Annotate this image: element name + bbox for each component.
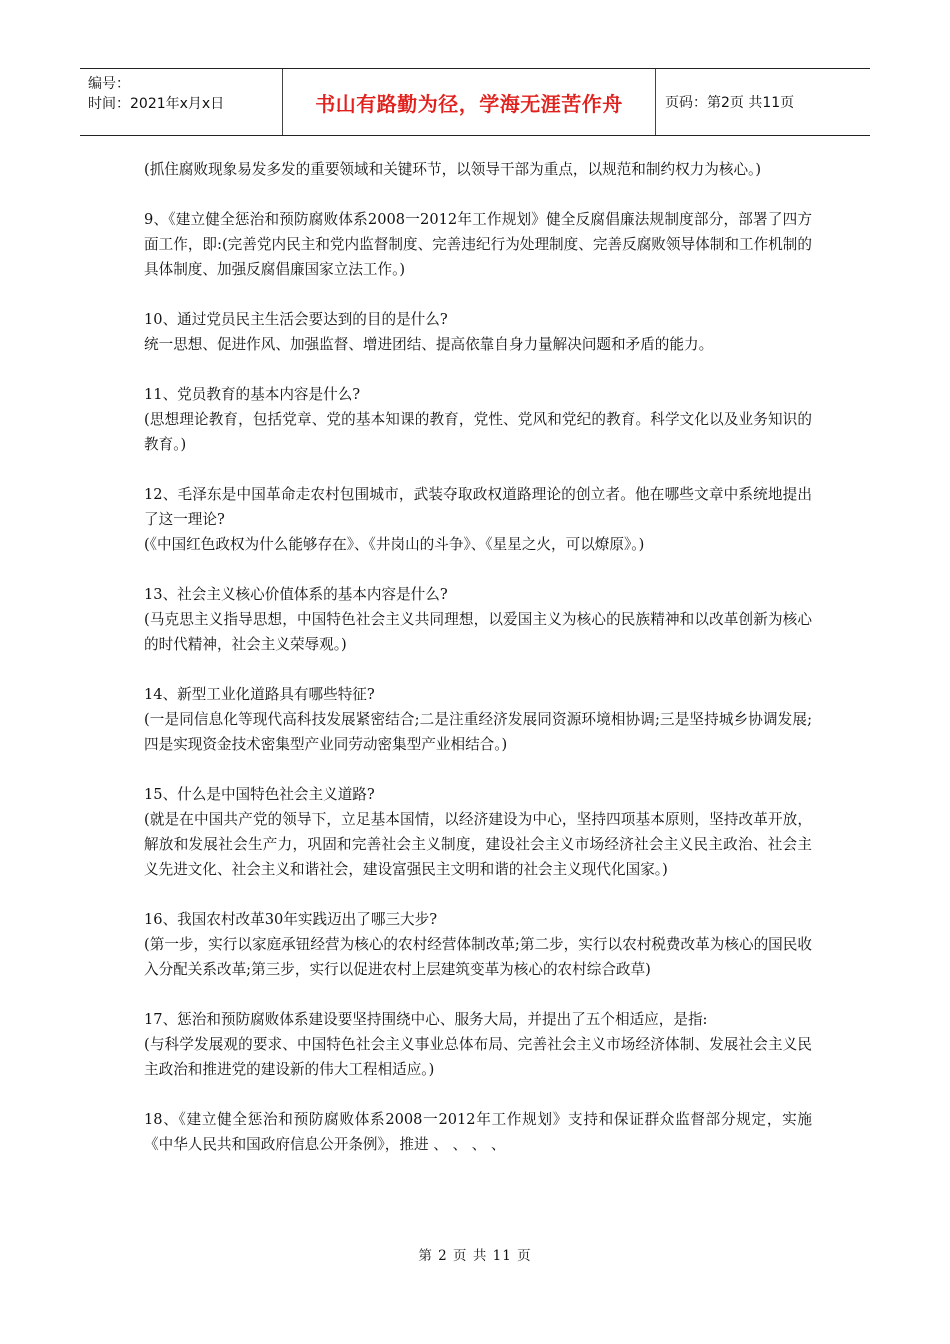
item-question: (抓住腐败现象易发多发的重要领域和关键环节，以领导干部为重点，以规范和制约权力为核心。)	[144, 161, 762, 178]
qa-item	[144, 907, 812, 982]
item-answer: (与科学发展观的要求、中国特色社会主义事业总体布局、完善社会主义市场经济体制、发展社会主义民主政治和推进党的建设新的伟大工程相适应。)	[144, 1036, 812, 1078]
qa-item	[144, 157, 812, 182]
item-answer: (一是同信息化等现代高科技发展紧密结合;二是注重经济发展同资源环境相协调;三是坚持城乡协调发展;四是实现资金技术密集型产业同劳动密集型产业相结合。)	[144, 711, 812, 753]
item-question: 17、惩治和预防腐败体系建设要坚持围绕中心、服务大局，并提出了五个相适应，是指:	[144, 1011, 708, 1028]
qa-item	[144, 482, 812, 557]
header-meta	[80, 69, 282, 135]
qa-item	[144, 307, 812, 357]
qa-item	[144, 1107, 812, 1157]
item-answer: (思想理论教育，包括党章、党的基本知课的教育，党性、党风和党纪的教育。科学文化以及业务知识的教育。)	[144, 411, 812, 453]
item-question: 13、社会主义核心价值体系的基本内容是什么?	[144, 586, 448, 603]
item-answer: 统一思想、促进作风、加强监督、增进团结、提高依靠自身力量解决问题和矛盾的能力。	[144, 336, 714, 353]
page-header	[80, 68, 870, 136]
item-question: 15、什么是中国特色社会主义道路?	[144, 786, 375, 803]
qa-item	[144, 582, 812, 657]
item-question: 12、毛泽东是中国革命走农村包围城市，武装夺取政权道路理论的创立者。他在哪些文章中系统地提出了这一理论?	[144, 486, 812, 528]
document-body	[144, 157, 812, 1182]
item-question: 18、《建立健全惩治和预防腐败体系2008一2012年工作规划》支持和保证群众监督部分规定，实施《中华人民共和国政府信息公开条例》，推进 、 、 、 、	[144, 1111, 812, 1153]
item-question: 16、我国农村改革30年实践迈出了哪三大步?	[144, 911, 438, 928]
item-answer: (就是在中国共产党的领导下，立足基本国情，以经济建设为中心，坚持四项基本原则，坚持改革开放，解放和发展社会生产力，巩固和完善社会主义制度，建设社会主义市场经济社会主义民主政治、社会主义先进文化、社会主义和谐社会，建设富强民主文明和谐的社会主义现代化国家。)	[144, 811, 812, 878]
item-answer: (《中国红色政权为什么能够存在》、《井岗山的斗争》、《星星之火，可以燎原》。)	[144, 536, 645, 553]
qa-item	[144, 782, 812, 882]
document-date: 时间：2021年x月x日	[88, 96, 225, 112]
item-answer: (马克思主义指导思想，中国特色社会主义共同理想，以爱国主义为核心的民族精神和以改革创新为核心的时代精神，社会主义荣辱观。)	[144, 611, 812, 653]
item-question: 11、党员教育的基本内容是什么?	[144, 386, 361, 403]
document-number-label: 编号：	[88, 76, 130, 92]
item-question: 14、新型工业化道路具有哪些特征?	[144, 686, 375, 703]
qa-item	[144, 207, 812, 282]
item-question: 9、《建立健全惩治和预防腐败体系2008一2012年工作规划》健全反腐倡廉法规制度部分，部署了四方面工作，即:(完善党内民主和党内监督制度、完善违纪行为处理制度、完善反腐败领导体制和工作机制的具体制度、加强反腐倡廉国家立法工作。)	[144, 211, 812, 278]
header-motto: 书山有路勤为径，学海无涯苦作舟	[282, 69, 656, 135]
qa-item	[144, 682, 812, 757]
page-footer: 第 2 页 共 11 页	[418, 1248, 532, 1264]
item-question: 10、通过党员民主生活会要达到的目的是什么?	[144, 311, 448, 328]
header-page-info: 页码：第2页 共11页	[665, 95, 795, 111]
qa-item	[144, 1007, 812, 1082]
item-answer: (第一步，实行以家庭承钮经营为核心的农村经营体制改革;第二步，实行以农村税费改革为核心的国民收入分配关系改革;第三步，实行以促进农村上层建筑变革为核心的农村综合政草)	[144, 936, 812, 978]
qa-item	[144, 382, 812, 457]
